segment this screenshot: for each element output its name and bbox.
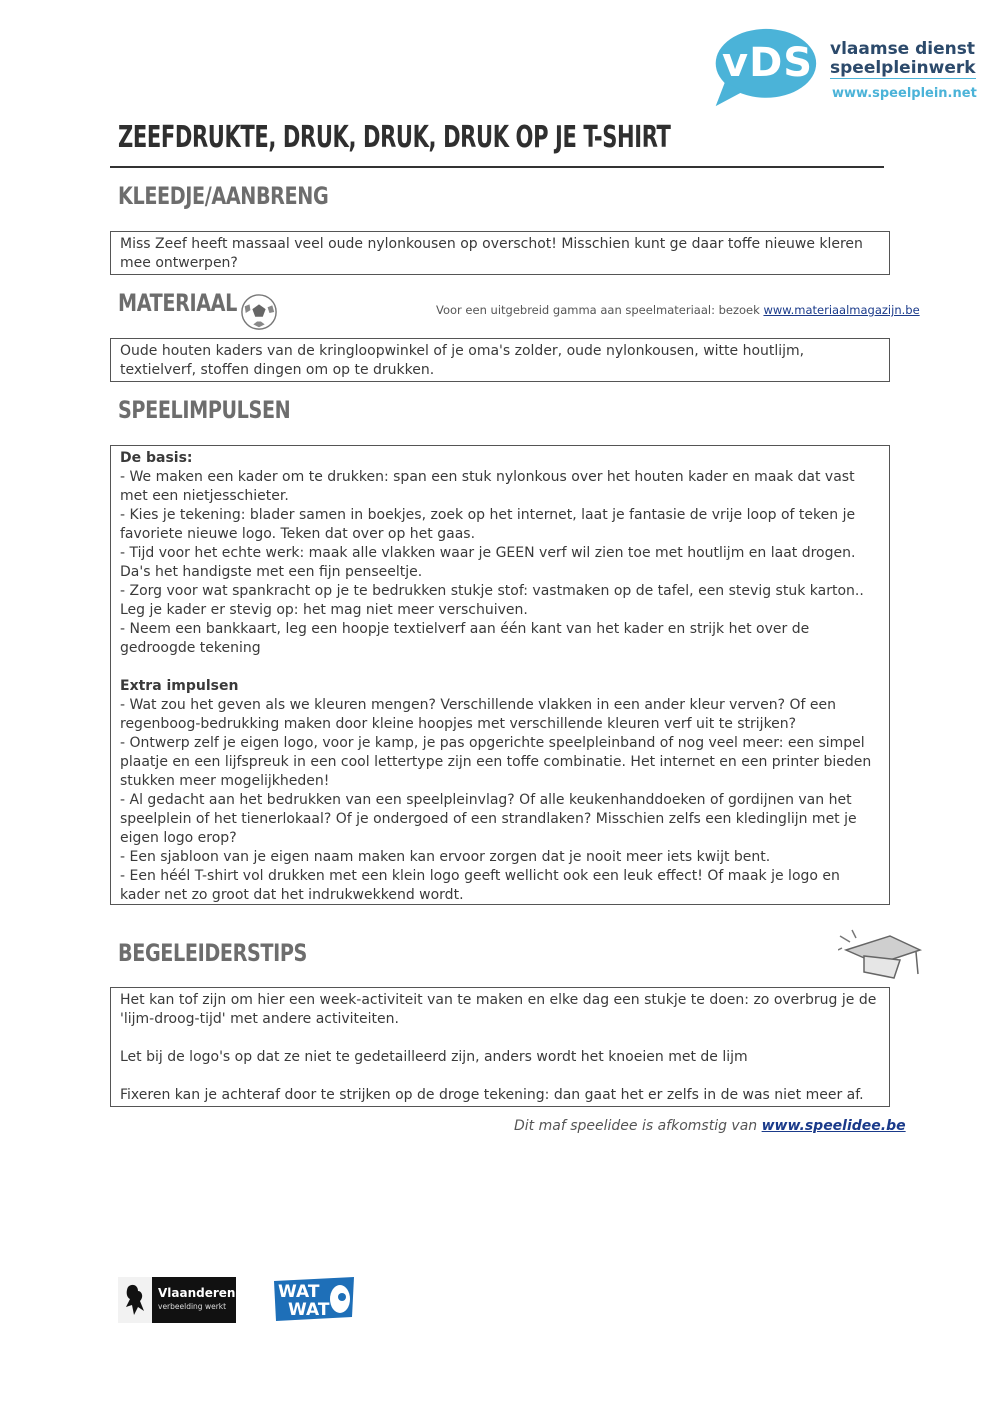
graduation-cap-icon [838, 928, 924, 990]
vds-name-line1: vlaamse dienst [830, 39, 976, 59]
extra-item: - Een héél T-shirt vol drukken met een klein logo geeft wellicht ook een leuk effect! Of maak je logo en kader net zo groot dat het indrukwekkend wordt. [120, 868, 840, 903]
vlaanderen-title: Vlaanderen [158, 1286, 236, 1300]
title-divider [110, 166, 884, 168]
tip-item: Het kan tof zijn om hier een week-activiteit van te maken en elke dag een stukje te doen: zo overbrug je de 'lijm-droog-tijd' met andere activiteiten. [120, 992, 877, 1027]
tip-item: Let bij de logo's op dat ze niet te gedetailleerd zijn, anders wordt het knoeien met de lijm [120, 1049, 748, 1065]
box-speelimpulsen [110, 445, 890, 905]
page-title: ZEEFDRUKTE, DRUK, DRUK, DRUK OP JE T-SHIRT [118, 120, 671, 155]
kleedje-text: Miss Zeef heeft massaal veel oude nylonkousen op overschot! Misschien kunt ge daar toffe nieuwe kleren mee ontwerpen? [120, 236, 863, 271]
watwat-line2: WAT [288, 1300, 330, 1320]
lion-icon [118, 1277, 152, 1323]
credit-text: Dit maf speelidee is afkomstig van [514, 1118, 762, 1134]
extra-item: - Al gedacht aan het bedrukken van een speelpleinvlag? Of alle keukenhanddoeken of gordijnen van het speelplein of het tienerlokaal? Of je ondergoed of een strandlaken? Misschien zelfs een kledinglijn met je eigen logo erop? [120, 792, 857, 846]
vds-name [830, 40, 976, 79]
basis-item: - We maken een kader om te drukken: span een stuk nylonkous over het houten kader en maak dat vast met een nietjesschieter. [120, 469, 855, 504]
extra-item: - Een sjabloon van je eigen naam maken kan ervoor zorgen dat je nooit meer iets kwijt bent. [120, 849, 771, 865]
box-materiaal [110, 338, 890, 382]
extra-item: - Wat zou het geven als we kleuren mengen? Verschillende vlakken in een ander kleur verven? Of een regenboog-bedrukking maken door kleine hoopjes met verschillende kleuren verf uit te strijken? [120, 697, 836, 732]
watwat-logo [272, 1277, 356, 1321]
spacer [120, 1067, 880, 1086]
soccer-ball-icon [240, 293, 278, 331]
heading-materiaal: MATERIAAL [118, 289, 237, 317]
box-begeleiderstips [110, 987, 890, 1107]
extra-item: - Ontwerp zelf je eigen logo, voor je kamp, je pas opgerichte speelpleinband of nog veel meer: een simpel plaatje en een lijfspreuk in een cool lettertype zijn een toffe combinatie. Het internet en een printer bieden stukken meer mogelijkheden! [120, 735, 872, 789]
spacer [120, 1029, 880, 1048]
credit-line [514, 1118, 906, 1134]
vlaanderen-logo [118, 1277, 236, 1323]
watwat-line1: WAT [278, 1282, 320, 1302]
vds-url[interactable]: www.speelplein.net [832, 86, 977, 101]
materiaal-text: Oude houten kaders van de kringloopwinkel of je oma's zolder, oude nylonkousen, witte houtlijm, textielverf, stoffen dingen om op te drukken. [120, 343, 805, 378]
heading-begeleiderstips: BEGELEIDERSTIPS [118, 939, 307, 967]
basis-item: - Kies je tekening: blader samen in boekjes, zoek op het internet, laat je fantasie de vrije loop of teken je favoriete nieuwe logo. Teken dat over op het gaas. [120, 507, 856, 542]
heading-speelimpulsen: SPEELIMPULSEN [118, 396, 291, 424]
materiaal-note-text: Voor een uitgebreid gamma aan speelmateriaal: bezoek [436, 303, 764, 317]
box-kleedje [110, 231, 890, 275]
vds-logo [708, 28, 977, 120]
tip-item: Fixeren kan je achteraf door te strijken op de droge tekening: dan gaat het er zelfs in de was niet meer af. [120, 1087, 864, 1103]
heading-kleedje: KLEEDJE/AANBRENG [118, 182, 329, 210]
speelidee-link[interactable]: www.speelidee.be [761, 1118, 906, 1134]
basis-item: - Zorg voor wat spankracht op je te bedrukken stukje stof: vastmaken op de tafel, een stevig stuk karton.. Leg je kader er stevig op: het mag niet meer verschuiven. [120, 583, 864, 618]
materiaalmagazijn-link[interactable]: www.materiaalmagazijn.be [763, 303, 920, 317]
vds-letters: vDS [722, 40, 814, 86]
basis-item: - Tijd voor het echte werk: maak alle vlakken waar je GEEN verf wil zien toe met houtlijm en laat drogen. Da's het handigste met een fijn penseeltje. [120, 545, 856, 580]
extra-title: Extra impulsen [120, 678, 239, 694]
vlaanderen-subtitle: verbeelding werkt [158, 1302, 227, 1311]
materiaal-note [436, 303, 920, 317]
basis-item: - Neem een bankkaart, leg een hoopje textielverf aan één kant van het kader en strijk het over de gedroogde tekening [120, 621, 810, 656]
basis-title: De basis: [120, 450, 193, 466]
spacer [120, 658, 880, 677]
vds-name-line2: speelpleinwerk [830, 58, 976, 78]
